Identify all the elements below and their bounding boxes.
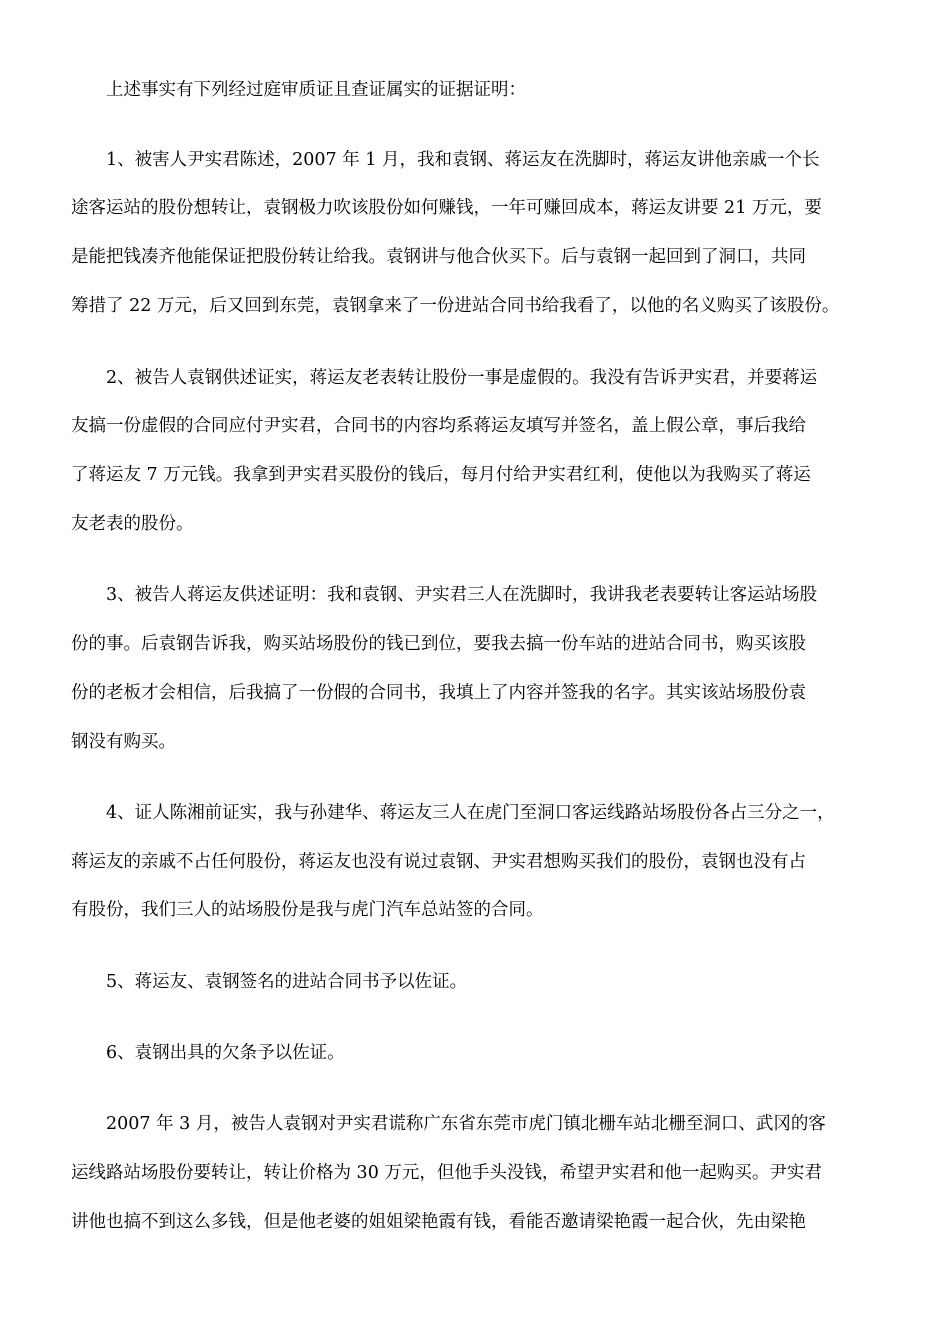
paragraph-fact-2007-03-line-2: 运线路站场股份要转让，转让价格为 30 万元，但他手头没钱，希望尹实君和他一起购买。尹实君: [71, 1163, 822, 1183]
paragraph-intro-line-1: 上述事实有下列经过庭审质证且查证属实的证据证明：: [106, 80, 526, 100]
paragraph-evidence-4-line-1: 4、证人陈湘前证实，我与孙建华、蒋运友三人在虎门至洞口客运线路站场股份各占三分之一，: [106, 803, 835, 823]
paragraph-evidence-1-line-3: 是能把钱凑齐他能保证把股份转让给我。袁钢讲与他合伙买下。后与袁钢一起回到了洞口，共同: [71, 247, 806, 267]
paragraph-evidence-3-line-4: 钢没有购买。: [71, 732, 176, 752]
paragraph-evidence-2-line-1: 2、被告人袁钢供述证实，蒋运友老表转让股份一事是虚假的。我没有告诉尹实君，并要蒋运: [106, 368, 818, 388]
paragraph-evidence-1-line-2: 途客运站的股份想转让，袁钢极力吹该股份如何赚钱，一年可赚回成本，蒋运友讲要 21 万元，要: [71, 198, 822, 218]
paragraph-evidence-5-line-1: 5、蒋运友、袁钢签名的进站合同书予以佐证。: [106, 972, 468, 992]
paragraph-evidence-1-line-1: 1、被害人尹实君陈述，2007 年 1 月，我和袁钢、蒋运友在洗脚时，蒋运友讲他亲戚一个长: [106, 150, 820, 170]
paragraph-evidence-3-line-2: 份的事。后袁钢告诉我，购买站场股份的钱已到位，要我去搞一份车站的进站合同书，购买该股: [71, 634, 806, 654]
paragraph-evidence-2-line-2: 友搞一份虚假的合同应付尹实君，合同书的内容均系蒋运友填写并签名，盖上假公章，事后我给: [71, 416, 806, 436]
paragraph-fact-2007-03-line-3: 讲他也搞不到这么多钱，但是他老婆的姐姐梁艳霞有钱，看能否邀请梁艳霞一起合伙，先由梁艳: [71, 1212, 806, 1232]
paragraph-evidence-2-line-4: 友老表的股份。: [71, 514, 194, 534]
paragraph-evidence-4-line-3: 有股份，我们三人的站场股份是我与虎门汽车总站签的合同。: [71, 900, 544, 920]
paragraph-evidence-4-line-2: 蒋运友的亲戚不占任何股份，蒋运友也没有说过袁钢、尹实君想购买我们的股份，袁钢也没有占: [71, 852, 806, 872]
paragraph-evidence-1-line-4: 筹措了 22 万元，后又回到东莞，袁钢拿来了一份进站合同书给我看了，以他的名义购买了该股份。: [71, 296, 840, 316]
paragraph-fact-2007-03-line-1: 2007 年 3 月，被告人袁钢对尹实君谎称广东省东莞市虎门镇北栅车站北栅至洞口、武冈的客: [106, 1114, 826, 1134]
paragraph-evidence-2-line-3: 了蒋运友 7 万元钱。我拿到尹实君买股份的钱后，每月付给尹实君红利，使他以为我购买了蒋运: [71, 465, 811, 485]
paragraph-evidence-6-line-1: 6、袁钢出具的欠条予以佐证。: [106, 1043, 345, 1063]
paragraph-evidence-3-line-1: 3、被告人蒋运友供述证明：我和袁钢、尹实君三人在洗脚时，我讲我老表要转让客运站场股: [106, 585, 818, 605]
paragraph-evidence-3-line-3: 份的老板才会相信，后我搞了一份假的合同书，我填上了内容并签我的名字。其实该站场股份袁: [71, 683, 806, 703]
